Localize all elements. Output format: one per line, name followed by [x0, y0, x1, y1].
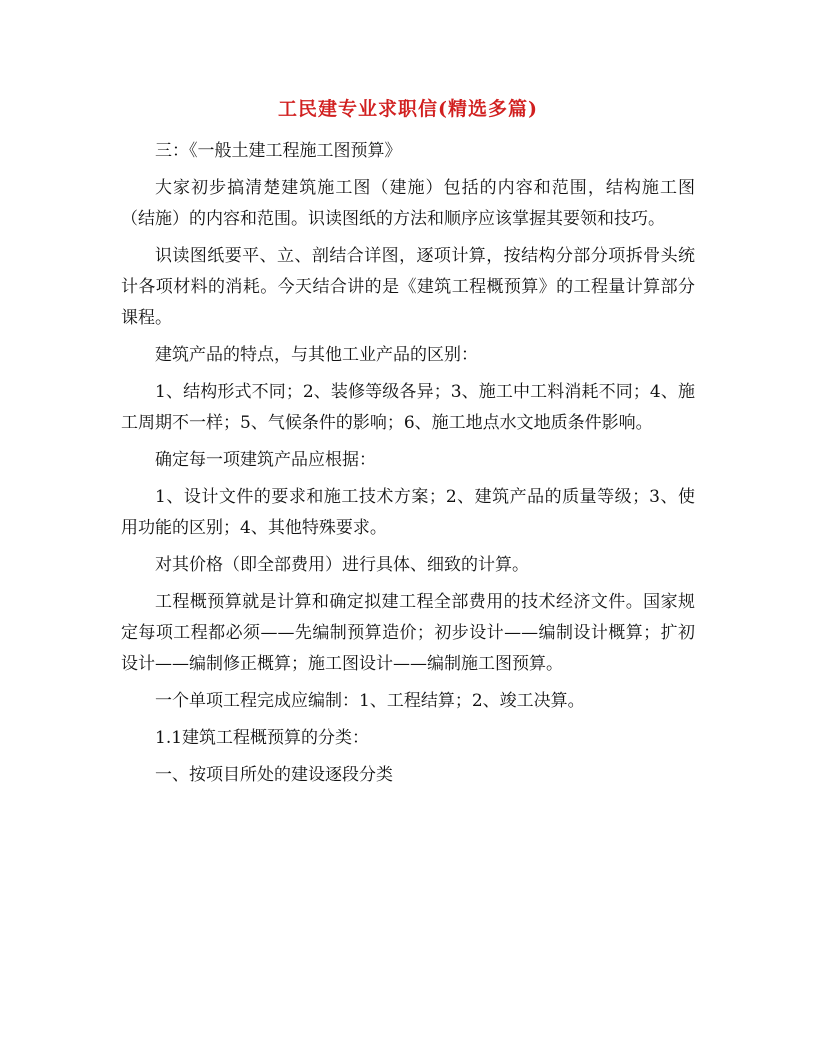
paragraph: 三：《一般土建工程施工图预算》 [155, 141, 402, 161]
paragraph: 对其价格（即全部费用）进行具体、细致的计算。 [155, 555, 529, 575]
document-title: 工民建专业求职信(精选多篇) [278, 98, 538, 120]
paragraph: 1、设计文件的要求和施工技术方案；2、建筑产品的质量等级；3、使用功能的区别；4、其他特殊要求。 [121, 487, 695, 538]
paragraph: 建筑产品的特点，与其他工业产品的区别： [155, 345, 478, 365]
paragraph: 大家初步搞清楚建筑施工图（建施）包括的内容和范围，结构施工图（结施）的内容和范围。识读图纸的方法和顺序应该掌握其要领和技巧。 [121, 178, 695, 229]
paragraph: 工程概预算就是计算和确定拟建工程全部费用的技术经济文件。国家规定每项工程都必须——先编制预算造价；初步设计——编制设计概算；扩初设计——编制修正概算；施工图设计——编制施工图预算。 [121, 592, 695, 674]
document-body [121, 136, 695, 797]
paragraph: 一个单项工程完成应编制：1、工程结算；2、竣工决算。 [155, 691, 585, 711]
paragraph: 1、结构形式不同；2、装修等级各异；3、施工中工料消耗不同；4、施工周期不一样；5、气候条件的影响；6、施工地点水文地质条件影响。 [121, 382, 695, 433]
paragraph: 一、按项目所处的建设逐段分类 [155, 765, 393, 785]
paragraph: 识读图纸要平、立、剖结合详图，逐项计算，按结构分部分项拆骨头统计各项材料的消耗。今天结合讲的是《建筑工程概预算》的工程量计算部分课程。 [121, 246, 695, 328]
paragraph: 1.1建筑工程概预算的分类： [155, 728, 370, 748]
paragraph: 确定每一项建筑产品应根据： [155, 450, 376, 470]
